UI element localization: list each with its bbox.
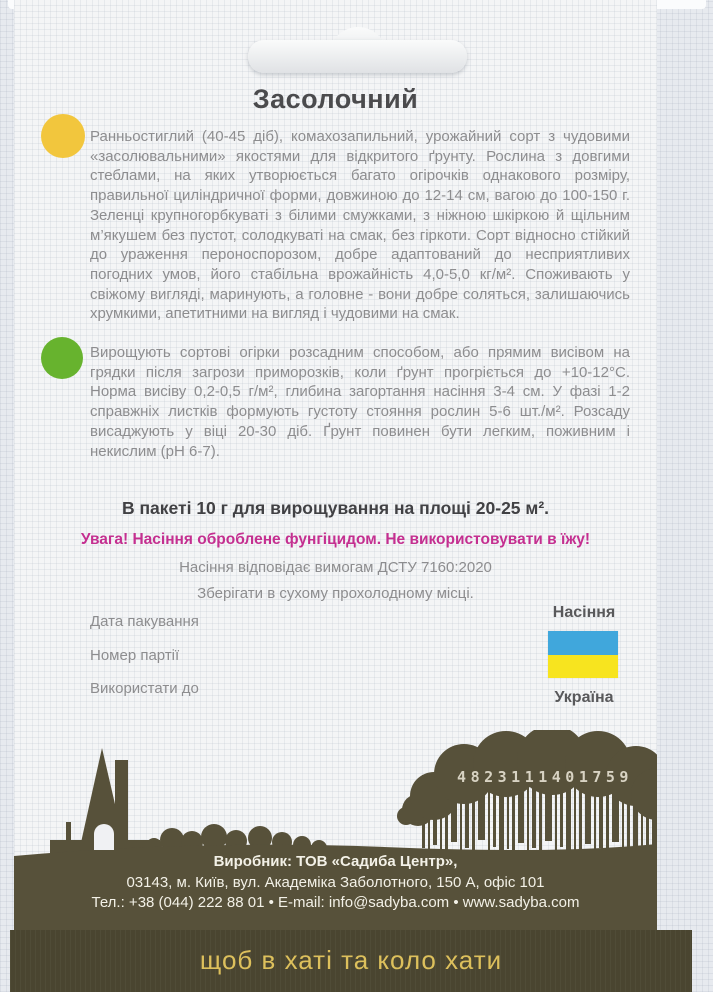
fungicide-warning: Увага! Насіння оброблене фунгіцидом. Не використовувати в їжу! [80, 531, 591, 548]
use-by-label: Використати до [90, 680, 199, 697]
seed-packet [14, 0, 657, 930]
description-paragraph: Ранньостиглий (40-45 діб), комахозапильний, урожайний сорт з чудовими «засолювальними» якостями для відкритого ґрунту. Рослина з довгими стеблами, на яких утворюється багато огірочків однакового розміру, правильної циліндричної форми, довжиною до 12-14 см, вагою до 100-150 г. Зеленці крупногорбкуваті з білими смужками, з ніжною шкіркою й щільним м’якушем без пустот, солодкуваті на смак, без гіркоти. Сорт відносно стійкий до ураження пероноспорозом, добре адаптований до несприятливих погодних умов, його стабільна врожайність 4,0-5,0 кг/м². Споживають у свіжому вигляді, маринують, а головне - вони добре соляться, залишаючись хрумкими, апетитними на вигляд і чудовими на смак. [90, 128, 630, 323]
batch-number-label: Номер партії [90, 647, 180, 664]
green-bullet-icon [41, 337, 83, 379]
hang-tab [248, 27, 467, 73]
ukraine-origin-label: Україна [554, 689, 614, 706]
barcode-number: 4823111401759 [457, 768, 633, 786]
flag-blue-stripe [548, 631, 618, 655]
ukraine-flag-icon [548, 631, 618, 678]
seeds-origin-label: Насіння [552, 604, 616, 621]
package-contents-line: В пакеті 10 г для вирощування на площі 20-25 м². [121, 498, 550, 518]
cultivation-paragraph: Вирощують сортові огірки розсадним способом, або прямим висівом на грядки після загрози приморозків, коли ґрунт прогріється до +10-12°С. Норма висіву 0,2-0,5 г/м², глибина загортання насіння 3-4 см. У фазі 1-2 справжніх листків формують густоту стояння рослин 5-6 шт./м². Розсаду висаджують у віці 20-30 діб. Ґрунт повинен бути легким, поживним і некислим (pH 6-7). [90, 344, 630, 460]
producer-contacts-line: Тел.: +38 (044) 222 88 01 • E-mail: info@sadyba.com • www.sadyba.com [91, 894, 580, 911]
flag-yellow-stripe [548, 655, 618, 679]
brand-slogan: щоб в хаті та коло хати [199, 945, 503, 975]
church-arch-icon [94, 824, 114, 850]
producer-address-line: 03143, м. Київ, вул. Академіка Заболотного, 150 А, офіс 101 [126, 874, 545, 891]
storage-instruction-line: Зберігати в сухому прохолодному місці. [197, 585, 474, 602]
slogan-strip [10, 930, 692, 992]
variety-title: Засолочний [252, 84, 419, 114]
packing-date-label: Дата пакування [90, 613, 199, 630]
yellow-bullet-icon [41, 114, 85, 158]
producer-name-line: Виробник: ТОВ «Садиба Центр», [213, 853, 458, 870]
standard-compliance-line: Насіння відповідає вимогам ДСТУ 7160:2020 [179, 559, 492, 576]
